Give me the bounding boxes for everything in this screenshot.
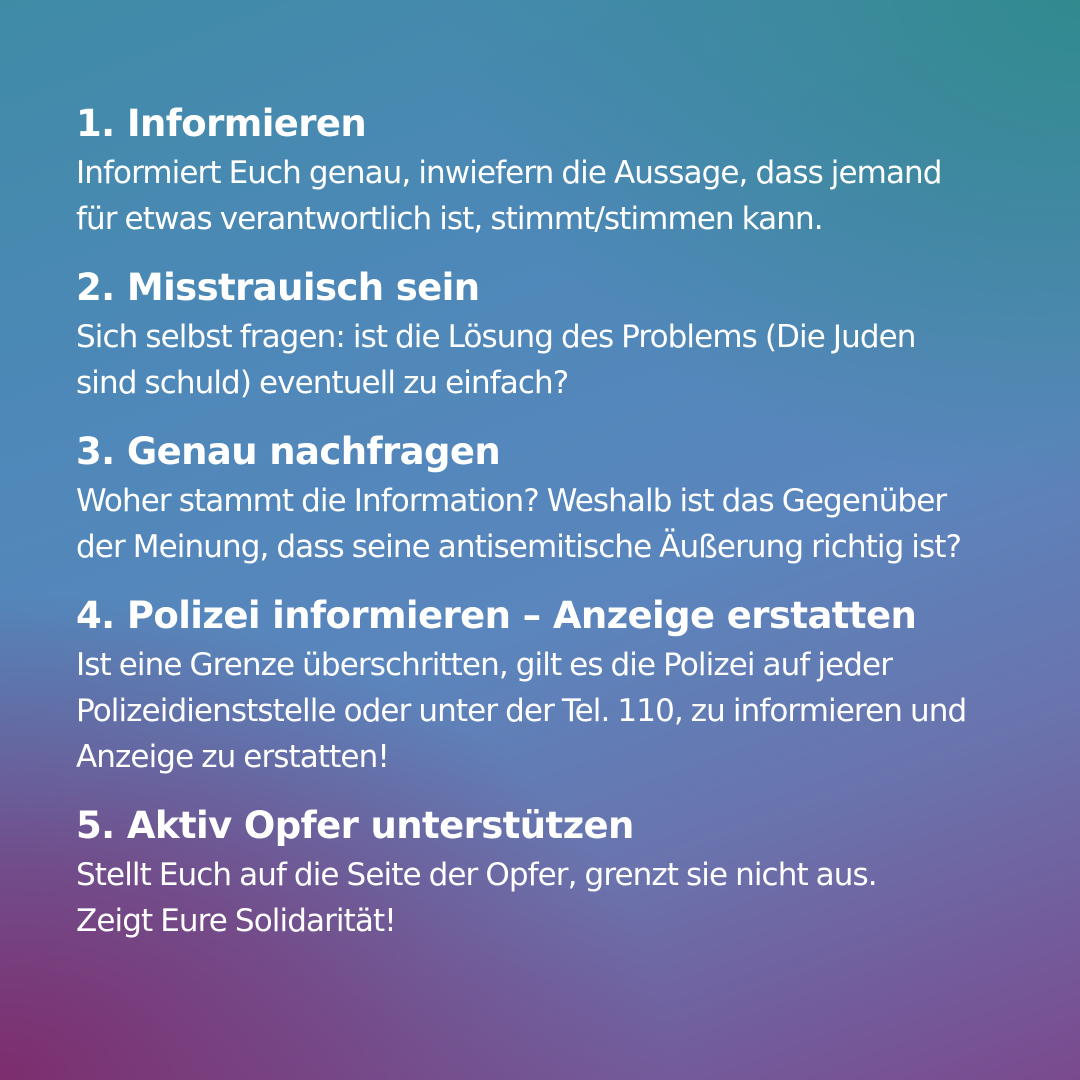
tip-heading-2: 2. Misstrauisch sein [76,266,480,309]
tip-heading-3: 3. Genau nachfragen [76,430,501,473]
tip-heading-5: 5. Aktiv Opfer unterstützen [76,804,634,847]
tip-body-line: Polizeidienststelle oder unter der Tel. 110, zu informieren und [76,693,967,729]
tip-section-4 [76,590,1016,780]
tip-section-5 [76,800,1016,944]
tip-body-line: sind schuld) eventuell zu einfach? [76,365,569,401]
tip-heading-1: 1. Informieren [76,102,367,145]
tip-heading-4: 4. Polizei informieren – Anzeige erstatten [76,594,917,637]
tip-body-line: Anzeige zu erstatten! [76,739,389,775]
tip-section-1 [76,98,1016,242]
tip-body-line: Sich selbst fragen: ist die Lösung des Problems (Die Juden [76,319,916,355]
tip-body-line: Informiert Euch genau, inwiefern die Aussage, dass jemand [76,155,942,191]
tip-body-line: der Meinung, dass seine antisemitische Äußerung richtig ist? [76,529,962,565]
tips-list [76,98,1016,964]
tip-body-line: Ist eine Grenze überschritten, gilt es die Polizei auf jeder [76,647,893,683]
tip-body-line: Woher stammt die Information? Weshalb ist das Gegenüber [76,483,947,519]
tip-body-2 [76,314,1016,406]
tip-body-line: Zeigt Eure Solidarität! [76,903,396,939]
tip-body-5 [76,852,1016,944]
tip-section-2 [76,262,1016,406]
tip-body-3 [76,478,1016,570]
tip-body-4 [76,642,1016,780]
tip-body-line: für etwas verantwortlich ist, stimmt/stimmen kann. [76,201,823,237]
tip-body-line: Stellt Euch auf die Seite der Opfer, grenzt sie nicht aus. [76,857,877,893]
tip-body-1 [76,150,1016,242]
tip-section-3 [76,426,1016,570]
